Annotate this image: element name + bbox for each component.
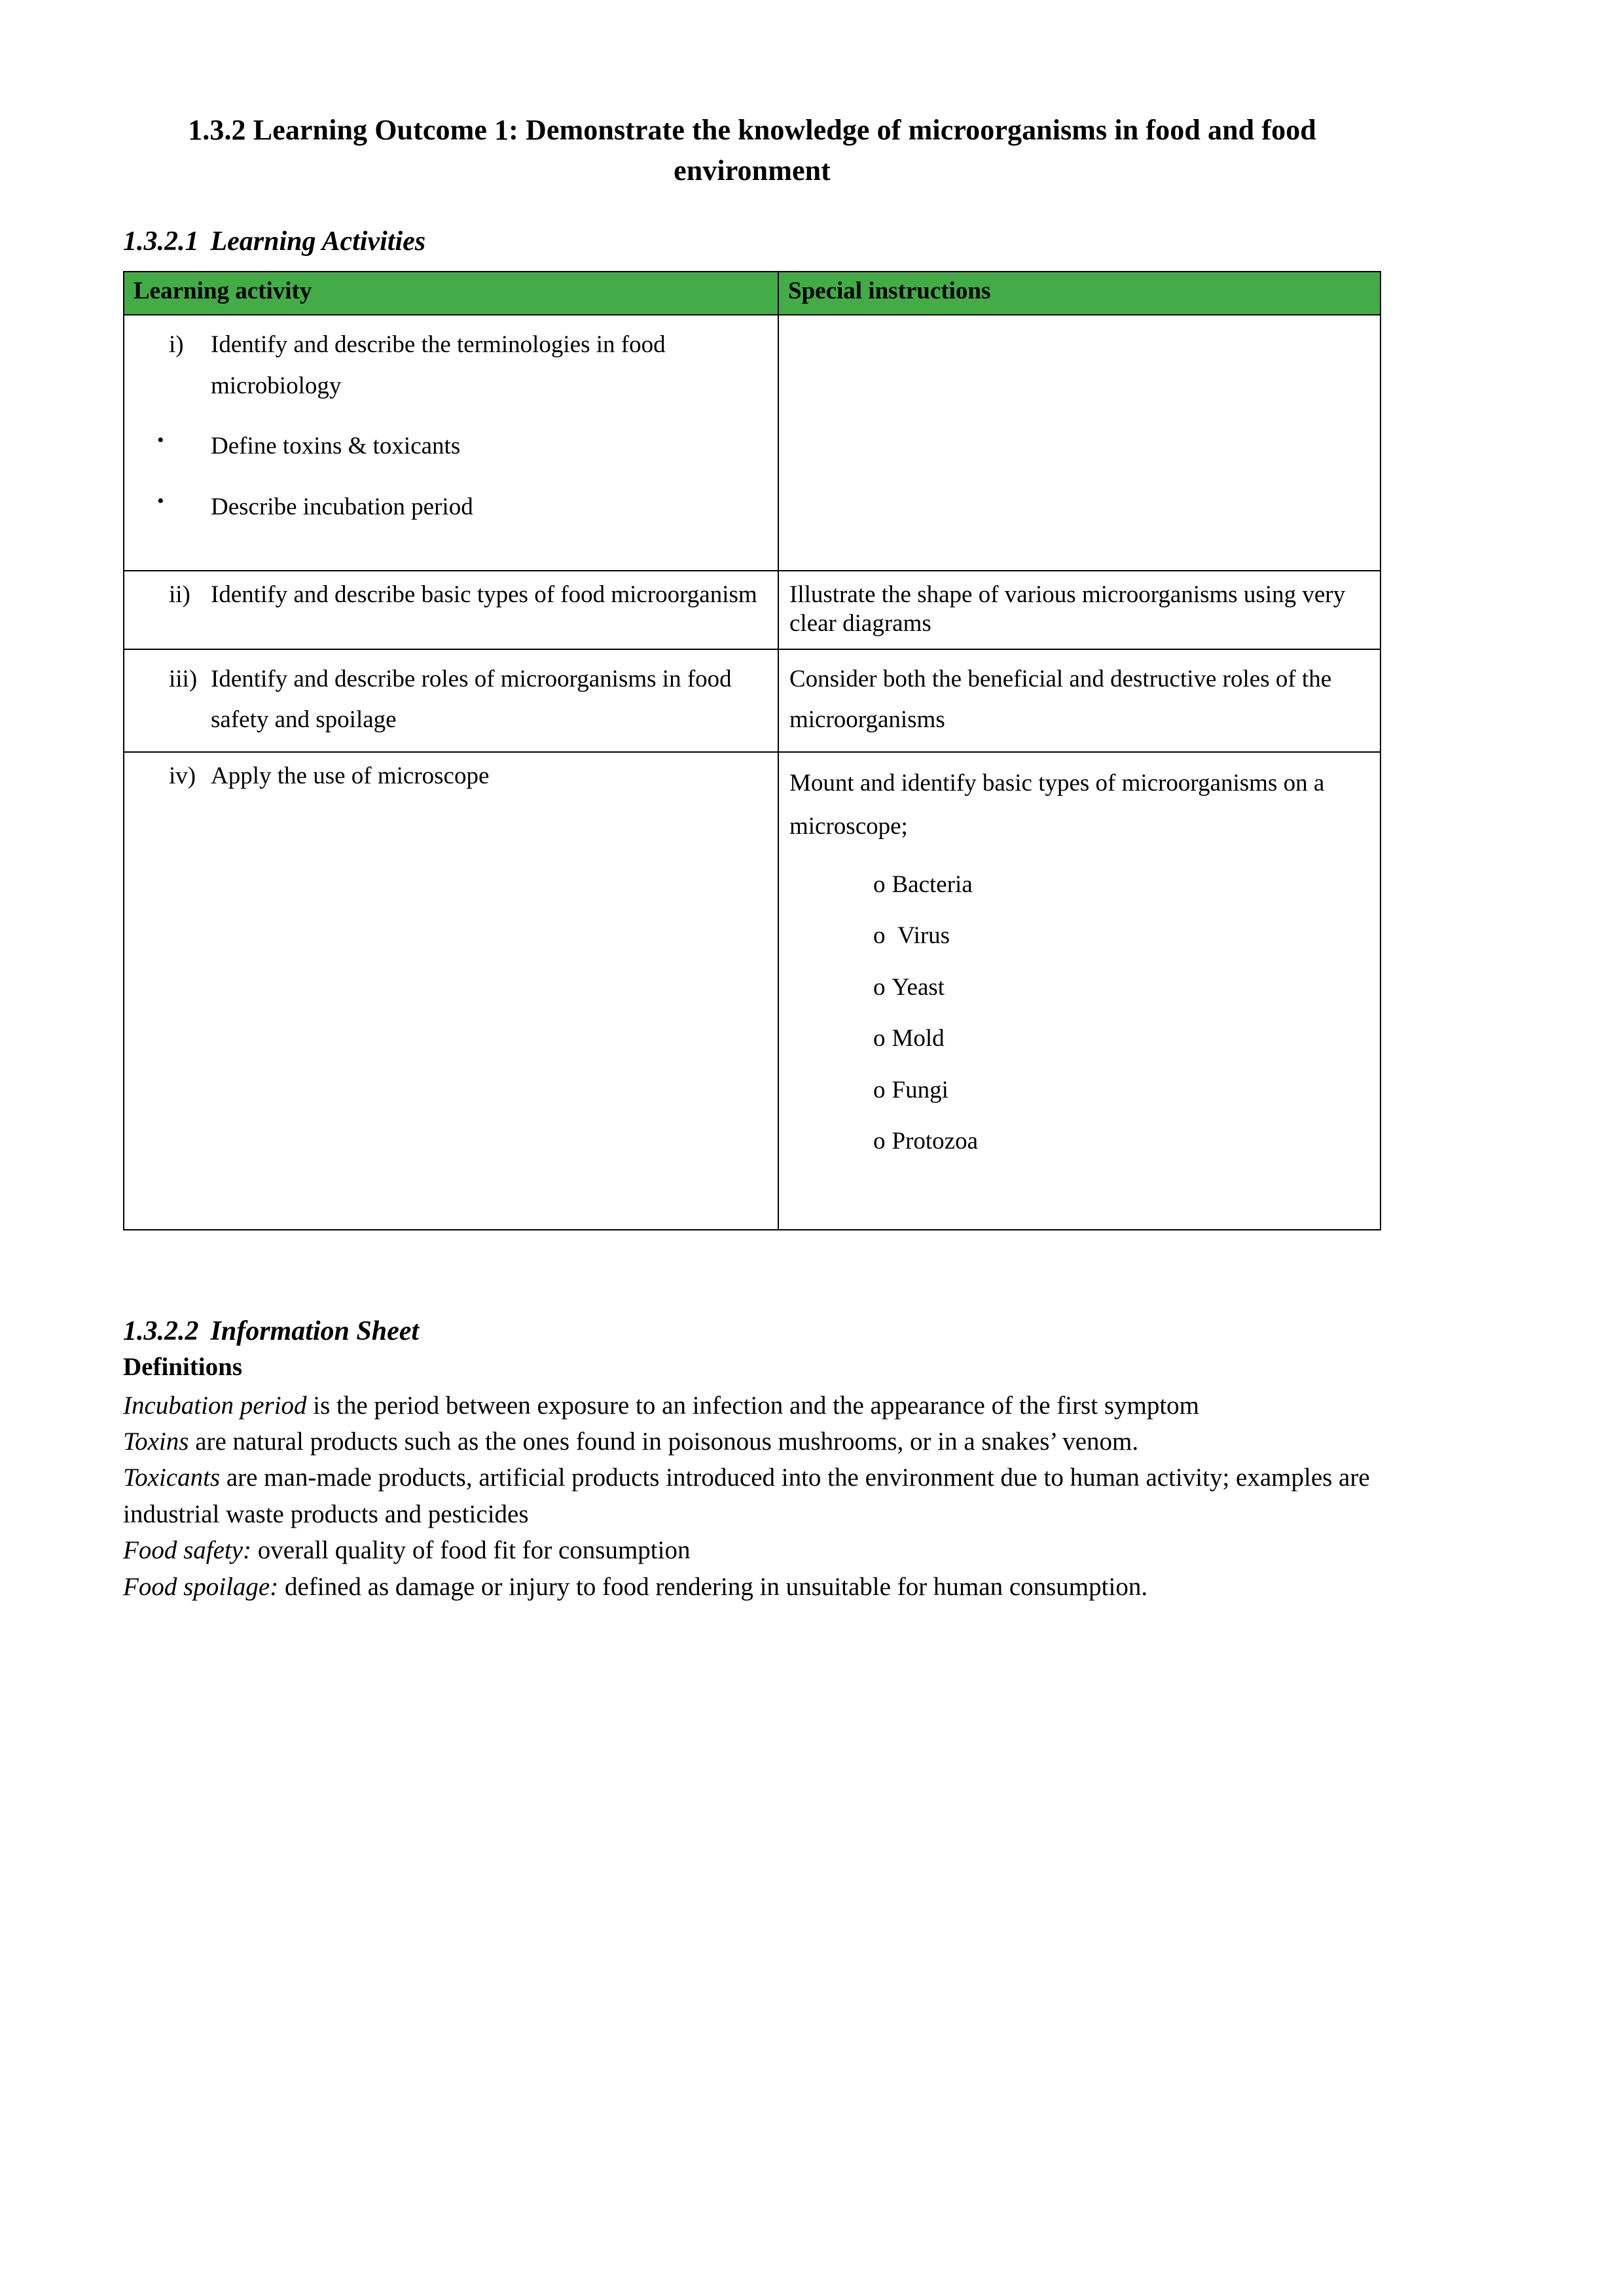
definition-toxicants [123, 1460, 1381, 1532]
cell-instructions-iv [778, 752, 1380, 1230]
instruction-text-iv: Mount and identify basic types of microorganisms on a microscope; [789, 770, 1325, 840]
definition-incubation-period [123, 1388, 1381, 1424]
definition-term: Toxins [123, 1427, 189, 1456]
definitions-list [123, 1384, 1381, 1605]
instruction-text-iii: Consider both the beneficial and destructive roles of the microorganisms [789, 665, 1332, 734]
definition-text: is the period between exposure to an infection and the appearance of the first symptom [306, 1391, 1200, 1420]
bullet-text-define-toxins: Define toxins & toxicants [211, 433, 461, 460]
list-item [789, 973, 1369, 1002]
activity-marker-iv: iv) [169, 762, 196, 790]
definition-term: Toxicants [123, 1463, 221, 1492]
definition-toxins [123, 1424, 1381, 1460]
list-item [789, 1024, 1369, 1053]
o-bullet-icon: o [873, 871, 886, 899]
table-row [124, 649, 1380, 753]
section-label: Learning Activities [210, 226, 426, 257]
definition-term: Food spoilage: [123, 1572, 279, 1601]
instruction-text-ii: Illustrate the shape of various microorganisms using very clear diagrams [789, 581, 1346, 637]
table-row [124, 571, 1380, 649]
section-label: Information Sheet [210, 1316, 420, 1347]
section-number: 1.3.2.1 [123, 226, 199, 257]
row-iv-bottom-spacer [789, 1156, 1369, 1219]
definition-term: Food safety: [123, 1536, 252, 1565]
bullet-dot-icon: • [157, 490, 164, 512]
cell-activity-i [124, 315, 778, 571]
list-item [789, 922, 1369, 950]
page-content [123, 0, 1381, 1605]
page-title: 1.3.2 Learning Outcome 1: Demonstrate the knowledge of microorganisms in food and food environment [188, 114, 1316, 187]
cell-instructions-i [778, 315, 1380, 571]
cell-activity-ii [124, 571, 778, 649]
row-i-bottom-spacer [135, 528, 767, 560]
activity-text-ii: Identify and describe basic types of food microorganism [211, 581, 757, 609]
learning-activities-table [123, 271, 1381, 1231]
activity-text-i: Identify and describe the terminologies in food microbiology [211, 331, 666, 399]
microorganism-mold: Mold [892, 1025, 945, 1052]
definition-text: are natural products such as the ones found in poisonous mushrooms, or in a snakes’ venom. [189, 1427, 1139, 1456]
o-bullet-icon: o [873, 973, 886, 1001]
list-item [789, 1127, 1369, 1156]
activity-item-ii [135, 581, 767, 609]
cell-instructions-iii [778, 649, 1380, 753]
microorganism-virus: Virus [892, 922, 950, 950]
list-item [789, 1076, 1369, 1105]
definition-food-spoilage [123, 1569, 1381, 1605]
section-heading-learning-activities [123, 190, 1381, 259]
bullet-text-describe-incubation-period: Describe incubation period [211, 493, 473, 521]
section-number: 1.3.2.2 [123, 1316, 199, 1347]
table-body [124, 315, 1380, 1230]
column-header-special-instructions: Special instructions [778, 272, 1380, 315]
microorganism-bacteria: Bacteria [892, 871, 973, 899]
definition-text: overall quality of food fit for consumption [251, 1536, 691, 1565]
cell-instructions-ii [778, 571, 1380, 649]
activity-item-iii [135, 659, 767, 742]
table-header-row [124, 272, 1380, 315]
table-row [124, 752, 1380, 1230]
definitions-heading: Definitions [123, 1352, 243, 1381]
activity-item-i [135, 325, 767, 407]
list-item [135, 487, 767, 528]
activity-text-iv: Apply the use of microscope [211, 762, 490, 790]
activity-item-iv [135, 762, 767, 791]
microorganism-yeast: Yeast [892, 973, 945, 1001]
microorganism-fungi: Fungi [892, 1076, 948, 1103]
microorganism-protozoa: Protozoa [892, 1128, 979, 1155]
activity-i-bullet-list [135, 426, 767, 528]
list-item [135, 426, 767, 467]
definition-text: are man-made products, artificial products introduced into the environment due to human activity; examples are industrial waste products and pesticides [123, 1463, 1370, 1528]
list-item [789, 870, 1369, 899]
section-heading-information-sheet [123, 1314, 1381, 1349]
activity-text-iii: Identify and describe roles of microorganisms in food safety and spoilage [211, 665, 732, 734]
column-header-learning-activity: Learning activity [124, 272, 778, 315]
instruction-text-i [779, 315, 1380, 335]
o-bullet-icon: o [873, 1076, 886, 1103]
activity-marker-iii: iii) [169, 665, 198, 692]
cell-activity-iv [124, 752, 778, 1230]
activity-marker-ii: ii) [169, 581, 190, 609]
definition-text: defined as damage or injury to food rendering in unsuitable for human consumption. [278, 1572, 1148, 1601]
table-header [124, 272, 1380, 315]
activity-marker-i: i) [169, 331, 184, 358]
definition-food-safety [123, 1532, 1381, 1568]
information-sheet-section [123, 1230, 1381, 1605]
table-row [124, 315, 1380, 571]
bullet-dot-icon: • [157, 429, 164, 452]
o-bullet-icon: o [873, 922, 886, 950]
cell-activity-iii [124, 649, 778, 753]
definition-term: Incubation period [123, 1391, 307, 1420]
microorganism-type-list [789, 870, 1369, 1156]
o-bullet-icon: o [873, 1128, 886, 1155]
o-bullet-icon: o [873, 1025, 886, 1052]
